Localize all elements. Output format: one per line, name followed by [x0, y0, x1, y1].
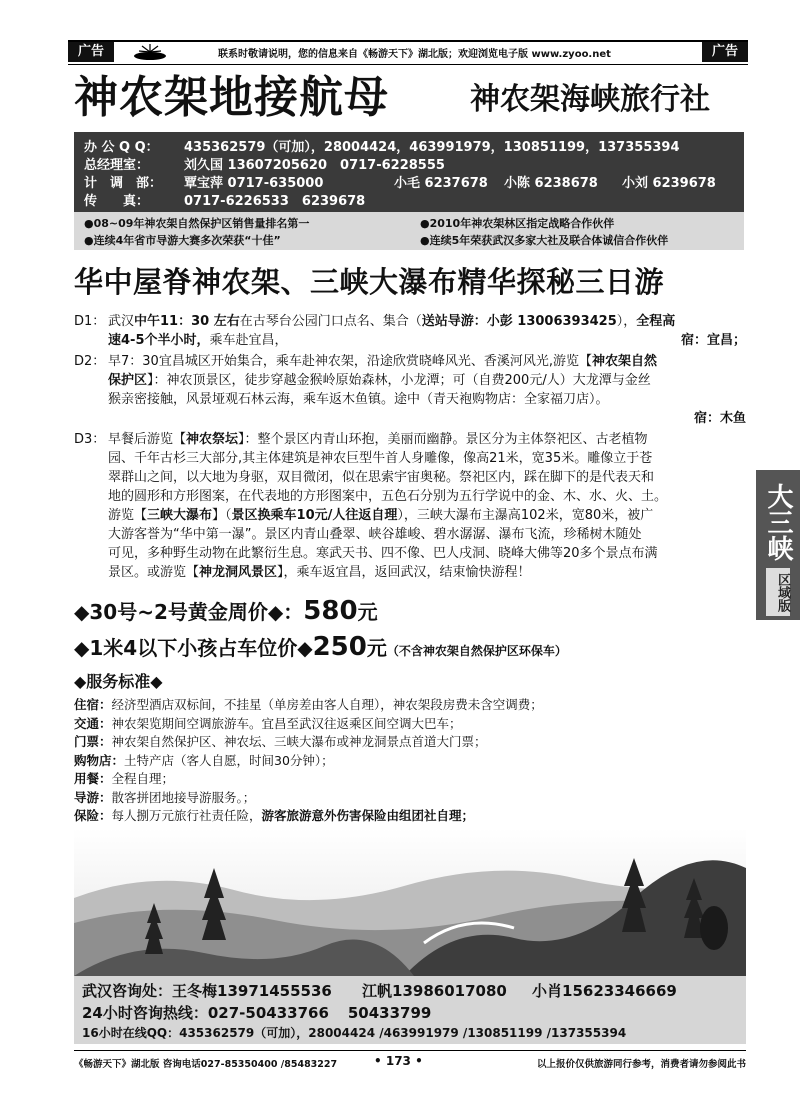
agency-name: 神农架海峡旅行社	[470, 82, 710, 117]
consult-phone: 50433799	[347, 1004, 432, 1022]
consult-row-hotline	[82, 1002, 431, 1023]
itinerary-day3	[74, 430, 746, 582]
service-list	[74, 696, 746, 826]
contact-label: 办 公 Q Q：	[84, 140, 159, 155]
itinerary-day2	[74, 352, 746, 428]
text: 游览【	[108, 508, 148, 523]
service-item	[74, 752, 746, 771]
contact-extra: 小毛 6237678	[394, 176, 488, 191]
honor-item: ●2010年神农架林区指定战略合作伙伴	[420, 217, 615, 230]
consult-contact: 小肖15623346669	[532, 982, 677, 1000]
text: ），三峡大瀑布主瀑高102米，宽80米，被广	[397, 508, 654, 523]
text: 可见，多种野生动物在此繁衍生息。寒武天书、四不像、巴人戌洞、晓峰大佛等20多个景点布满	[108, 546, 658, 561]
contact-extra: 小刘 6239678	[622, 176, 716, 191]
consult-contact: 王冬梅13971455536	[172, 982, 332, 1000]
service-value: 神农架自然保护区、神农坛、三峡大瀑布或神龙洞景点首道大门票；	[111, 734, 487, 749]
honor-item: ●连续4年省市导游大赛多次荣获“十佳”	[84, 234, 281, 247]
day-label: D1：	[74, 314, 106, 329]
service-key: 保险：	[74, 808, 112, 823]
price-note: （不含神农架自然保护区环保车）	[386, 644, 567, 658]
service-value: 每人捌万元旅行社责任险，	[111, 808, 262, 823]
service-value: 全程自理；	[111, 771, 175, 786]
service-key: 交通：	[74, 715, 112, 731]
text: 园、千年古杉三大部分,其主体建筑是神农巨型牛首人身雕像，像高21米，宽35米。雕像立于苍	[108, 451, 653, 466]
service-item	[74, 770, 746, 789]
service-key: 住宿：	[74, 697, 112, 712]
publication-logo	[120, 42, 210, 62]
contact-value: 435362579（可加），28004424，463991979，130851199，137355394	[184, 140, 680, 155]
price-unit: 元	[357, 600, 378, 624]
gold-week-price	[74, 596, 378, 627]
text: 】，乘车返宜昌，返回武汉，结束愉快游程！	[277, 565, 531, 580]
price-label: ◆30号~2号黄金周价◆：	[74, 600, 304, 624]
honor-item: ●08~09年神农架自然保护区销售量排名第一	[84, 217, 310, 230]
contact-value: 0717-6226533 6239678	[184, 194, 366, 209]
consult-label: 武汉咨询处：	[82, 982, 173, 1000]
text: 景区换乘车10元/人往返自理	[231, 508, 398, 523]
contact-extra: 小陈 6238678	[504, 176, 598, 191]
contact-row-manager	[84, 154, 445, 173]
contact-block	[74, 132, 744, 212]
ad-header-strip	[68, 40, 748, 65]
text: 在古琴台公园门口点名、集合（	[239, 314, 422, 329]
side-tab-big: 大三峡	[763, 483, 793, 561]
honors-band	[74, 212, 744, 250]
service-value: 土特产店（客人自愿，时间30分钟）；	[124, 752, 334, 768]
contact-value: 覃宝萍 0717-635000	[184, 176, 324, 191]
text: 】（	[212, 508, 232, 523]
text: 景区。或游览【	[108, 565, 200, 580]
contact-label: 计 调 部：	[84, 176, 163, 191]
day-label: D2：	[74, 354, 106, 369]
service-value: 经济型酒店双标间，不挂星（单房差由客人自理），神农架段房费未含空调费；	[111, 697, 543, 712]
consult-row-wuhan	[82, 980, 677, 1001]
contact-value: 刘久国 13607205620 0717-6228555	[184, 158, 445, 173]
day-label: D3：	[74, 432, 106, 447]
service-value: 散客拼团地接导游服务。；	[111, 789, 256, 805]
consult-label: 24小时咨询热线：	[82, 1004, 208, 1022]
consult-contact: 江帆13986017080	[362, 982, 507, 1000]
text: 神农祭坛	[186, 432, 239, 447]
service-key: 导游：	[74, 789, 112, 805]
text: 地的圆形和方形图案，在代表地的方形图案中，五色石分别为五行学说中的金、木、水、火、土。	[108, 489, 668, 504]
service-key: 用餐：	[74, 771, 112, 786]
contact-row-qq	[84, 136, 680, 155]
ad-label-right: 广告	[702, 42, 748, 62]
text: 】：神农顶景区，徒步穿越金猴岭原始森林，小龙潭；可（自费200元/人）大龙潭与金丝	[147, 373, 651, 388]
price-unit: 元	[366, 636, 387, 660]
footer-left: 《畅游天下》湖北版 咨询电话027-85350400 /85483227	[74, 1059, 338, 1070]
service-key: 购物店：	[74, 752, 125, 768]
text: ），	[616, 314, 637, 329]
service-item	[74, 715, 746, 734]
header-note: 联系时敬请说明，您的信息来自《畅游天下》湖北版；欢迎浏览电子版 www.zyoo.net	[218, 49, 611, 60]
price-value: 250	[312, 632, 367, 662]
honor-item: ●连续5年荣获武汉多家大社及联合体诚信合作伙伴	[420, 234, 669, 247]
text: 猴亲密接触，风景垭观石林云海，乘车返木鱼镇。途中（青天袍购物店：全家福刀店）。	[108, 392, 609, 407]
text: 保护区	[108, 373, 148, 388]
service-bold-note: 游客旅游意外伤害保险由组团社自理；	[261, 808, 475, 823]
trip-title: 华中屋脊神农架、三峡大瀑布精华探秘三日游	[74, 265, 665, 299]
guide-contact: 送站导游：小彭 13006393425	[421, 314, 617, 329]
service-item	[74, 789, 746, 808]
itinerary-day1	[74, 312, 746, 350]
mountain-landscape-illustration	[74, 828, 746, 976]
stay-note: 宿：木鱼	[693, 411, 746, 426]
text: 乘车赴宜昌，	[209, 333, 288, 348]
service-value: 神农架览期间空调旅游车。宜昌至武汉往返乘区间空调大巴车；	[111, 715, 462, 731]
child-price	[74, 632, 567, 666]
text: 神农架自然	[591, 354, 657, 369]
text: 】：整个景区内青山环抱，美丽而幽静。景区分为主体祭祀区、古老植物	[238, 432, 648, 447]
contact-row-planning	[84, 172, 716, 191]
text: 速4-5个半小时，	[108, 333, 210, 348]
consult-phone: 027-50433766	[207, 1004, 329, 1022]
consult-row-qq: 16小时在线QQ：435362579（可加），28004424 /463991979 /130851199 /137355394	[82, 1026, 627, 1040]
text: 全程高	[636, 314, 676, 329]
contact-row-fax	[84, 190, 365, 209]
service-key: 门票：	[74, 734, 112, 749]
service-item	[74, 696, 746, 715]
side-tab-small: 区域版	[766, 568, 790, 616]
stay-note: 宿：宜昌；	[680, 333, 746, 348]
text: 早7：30宜昌城区开始集合，乘车赴神农架，沿途欣赏晓峰风光、香溪河风光,游览【	[108, 354, 592, 369]
text: 神龙洞风景区	[199, 565, 278, 580]
main-title: 神农架地接航母	[74, 72, 389, 123]
page-footer	[74, 1050, 746, 1073]
ad-label-left: 广告	[68, 42, 114, 62]
page-number: • 173 •	[374, 1054, 423, 1068]
text: 武汉	[108, 314, 135, 329]
contact-label: 总经理室：	[84, 158, 150, 173]
text: 大游客誉为“华中第一瀑”。景区内青山叠翠、峡谷雄峻、碧水潺潺、瀑布飞流，珍稀树木随处	[108, 527, 642, 542]
service-item	[74, 807, 746, 826]
text: 中午11：30 左右	[134, 314, 240, 329]
text: 早餐后游览【	[108, 432, 187, 447]
text: 三峡大瀑布	[147, 508, 213, 523]
price-label: ◆1米4以下小孩占车位价◆	[74, 636, 313, 660]
service-title: ◆服务标准◆	[74, 672, 163, 691]
footer-right: 以上报价仅供旅游同行参考，消费者请勿参阅此书	[536, 1059, 746, 1070]
price-value: 580	[303, 596, 358, 626]
contact-label: 传 真：	[84, 194, 150, 209]
region-side-tab	[756, 470, 800, 620]
service-item	[74, 733, 746, 752]
text: 翠群山之间，以大地为身驱，双目微闭，似在思索宇宙奥秘。祭祀区内，踩在脚下的是代表天和	[108, 470, 655, 485]
consult-box	[74, 976, 746, 1044]
